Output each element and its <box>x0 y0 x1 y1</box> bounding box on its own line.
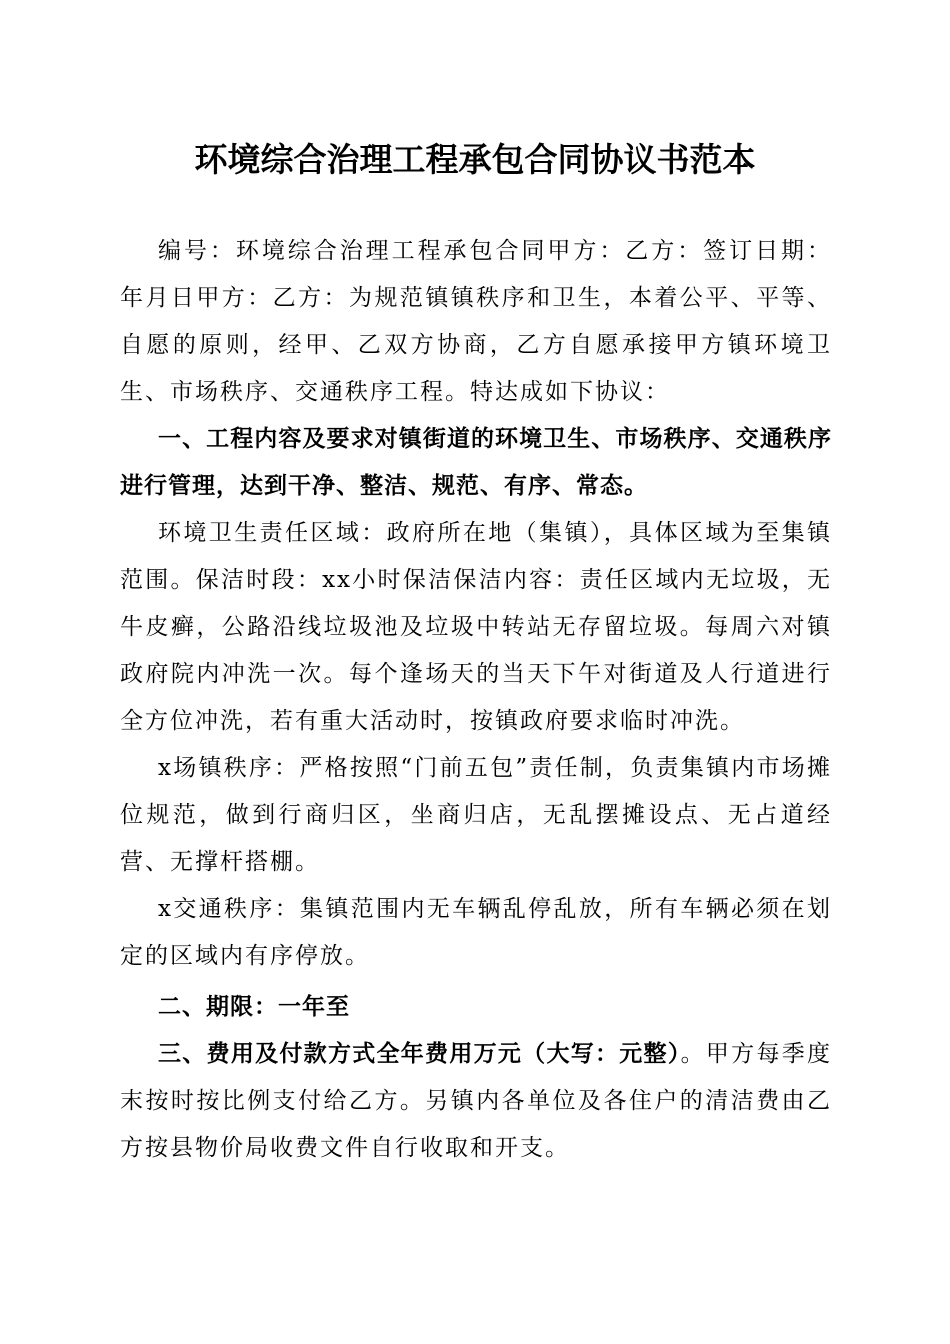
section-heading-3: 三、费用及付款方式全年费用万元（大写：元整） <box>158 1041 681 1067</box>
section-heading-1: 一、工程内容及要求对镇街道的环境卫生、市场秩序、交通秩序进行管理，达到干净、整洁、规范、有序、常态。 <box>120 426 832 499</box>
document-body <box>120 228 832 1172</box>
payment-terms-text: 。甲方每季度末按时按比例支付给乙方。另镇内各单位及各住户的清洁费由乙方按县物价局收费文件自行收取和开支。 <box>120 1041 833 1161</box>
payment-paragraph <box>120 1031 832 1172</box>
section-heading-2: 二、期限：一年至 <box>158 994 350 1020</box>
sanitation-paragraph: 环境卫生责任区域：政府所在地（集镇），具体区域为至集镇范围。保洁时段：xx小时保洁保洁内容：责任区域内无垃圾，无牛皮癣，公路沿线垃圾池及垃圾中转站无存留垃圾。每周六对镇政府院内冲洗一次。每个逢场天的当天下午对街道及人行道进行全方位冲洗，若有重大活动时，按镇政府要求临时冲洗。 <box>120 520 832 734</box>
document-title: 环境综合治理工程承包合同协议书范本 <box>194 140 756 179</box>
market-order-paragraph: x场镇秩序：严格按照“门前五包”责任制，负责集镇内市场摊位规范，做到行商归区，坐商归店，无乱摆摊设点、无占道经营、无撑杆搭棚。 <box>120 755 832 875</box>
traffic-order-paragraph: x交通秩序：集镇范围内无车辆乱停乱放，所有车辆必须在划定的区域内有序停放。 <box>120 896 832 969</box>
intro-paragraph: 编号：环境综合治理工程承包合同甲方：乙方：签订日期：年月日甲方：乙方：为规范镇镇秩序和卫生，本着公平、平等、自愿的原则，经甲、乙双方协商，乙方自愿承接甲方镇环境卫生、市场秩序、交通秩序工程。特达成如下协议： <box>120 238 832 405</box>
